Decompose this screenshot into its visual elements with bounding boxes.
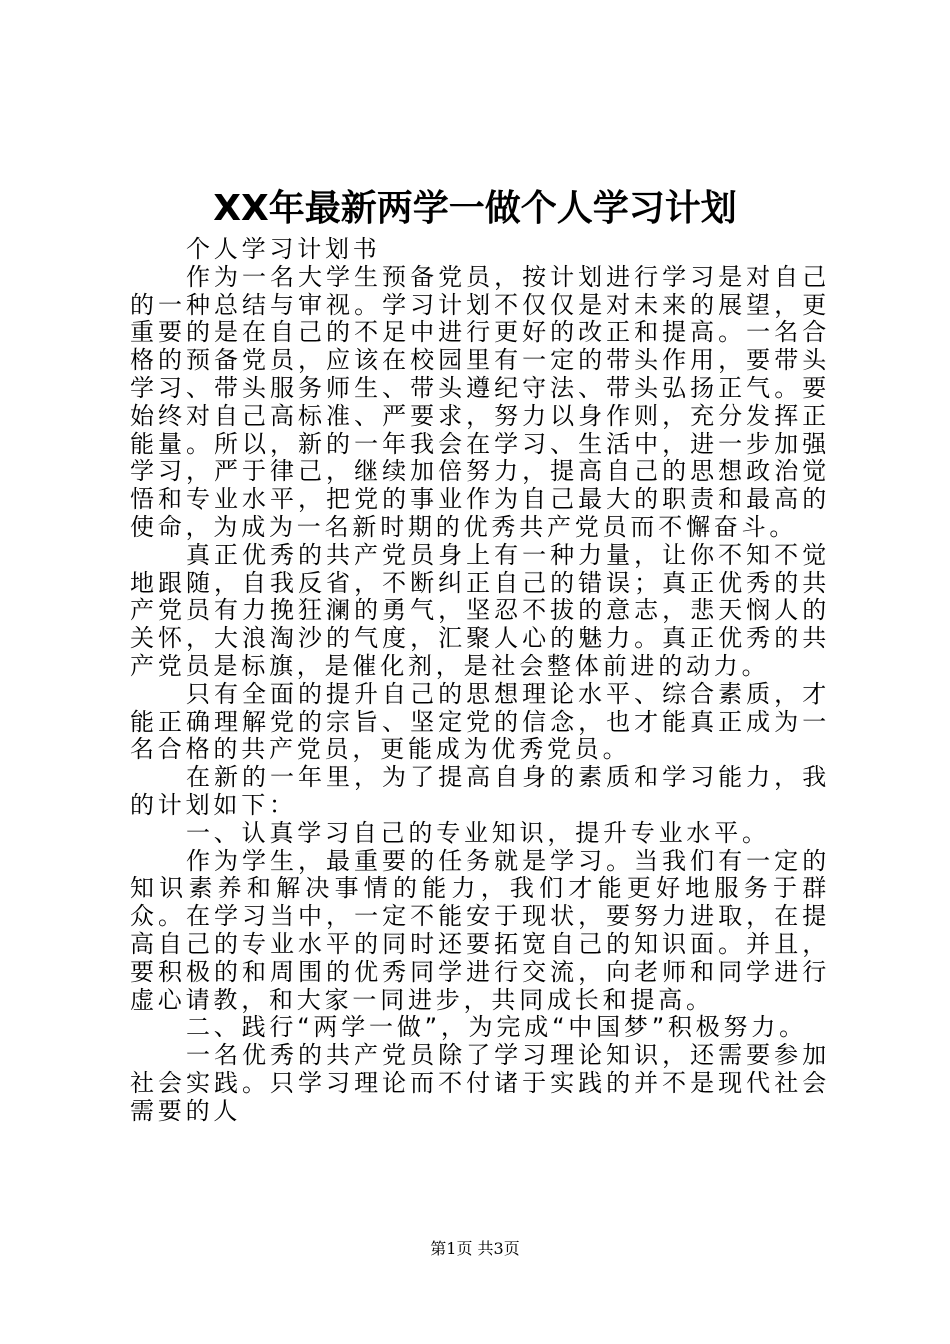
paragraph-subtitle: 个人学习计划书 xyxy=(186,235,381,263)
paragraph: 真正优秀的共产党员身上有一种力量，让你不知不觉地跟随，自我反省，不断纠正自己的错误；真正优秀的共产党员有力挽狂澜的勇气，坚忍不拔的意志，悲天悯人的关怀，大浪淘沙的气度，汇聚人心的魅力。真正优秀的共产党员是标旗，是催化剂，是社会整体前进的动力。 xyxy=(130,540,830,680)
document-body xyxy=(130,236,830,1126)
paragraph: 作为学生，最重要的任务就是学习。当我们有一定的知识素养和解决事情的能力，我们才能更好地服务于群众。在学习当中，一定不能安于现状，要努力进取，在提高自己的专业水平的同时还要拓宽自己的知识面。并且，要积极的和周围的优秀同学进行交流，向老师和同学进行虚心请教，和大家一同进步，共同成长和提高。 xyxy=(130,846,830,1014)
section-heading: 二、践行“两学一做”，为完成“中国梦”积极努力。 xyxy=(186,1013,807,1042)
section-heading: 一、认真学习自己的专业知识，提升专业水平。 xyxy=(186,818,770,847)
document-title: XX年最新两学一做个人学习计划 xyxy=(213,188,737,229)
paragraph: 在新的一年里，为了提高自身的素质和学习能力，我的计划如下： xyxy=(130,763,830,819)
paragraph: 一名优秀的共产党员除了学习理论知识，还需要参加社会实践。只学习理论而不付诸于实践的并不是现代社会需要的人 xyxy=(130,1041,830,1125)
page-footer: 第1页 共3页 xyxy=(430,1239,520,1258)
paragraph: 只有全面的提升自己的思想理论水平、综合素质，才能正确理解党的宗旨、坚定党的信念，也才能真正成为一名合格的共产党员，更能成为优秀党员。 xyxy=(130,679,830,764)
paragraph: 作为一名大学生预备党员，按计划进行学习是对自己的一种总结与审视。学习计划不仅仅是对未来的展望，更重要的是在自己的不足中进行更好的改正和提高。一名合格的预备党员，应该在校园里有一定的带头作用，要带头学习、带头服务师生、带头遵纪守法、带头弘扬正气。要始终对自己高标准、严要求，努力以身作则，充分发挥正能量。所以，新的一年我会在学习、生活中，进一步加强学习，严于律己，继续加倍努力，提高自己的思想政治觉悟和专业水平，把党的事业作为自己最大的职责和最高的使命，为成为一名新时期的优秀共产党员而不懈奋斗。 xyxy=(130,262,830,541)
